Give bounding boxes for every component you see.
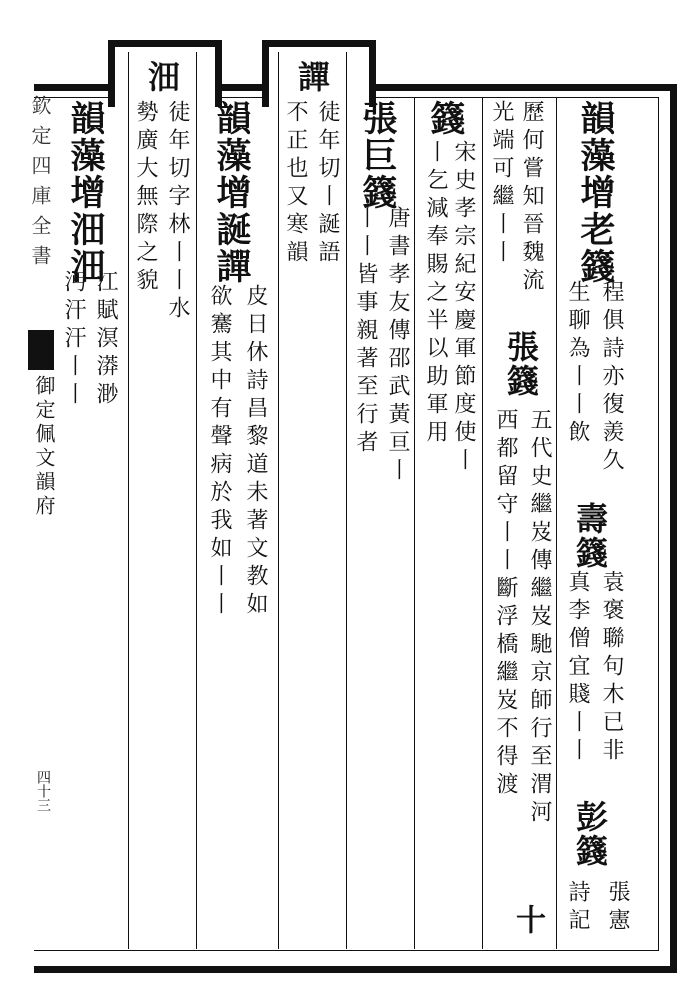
caption-char: 譂: [293, 60, 331, 94]
entry-text: 江賦溟漭渺: [93, 270, 118, 410]
entry-text: 丨乞減奉賜之半以助軍用: [423, 140, 448, 448]
column-rule: [556, 97, 557, 949]
entry-heading: 壽籛: [571, 502, 609, 570]
caption-line: [128, 52, 129, 97]
entry-heading: 彭籛: [571, 800, 609, 868]
caption-line: [346, 52, 347, 97]
column-rule: [482, 97, 483, 949]
entry-text: 徒年切丨誕語: [315, 100, 340, 268]
entry-text: 欲騫其中有聲病於我如丨丨: [207, 284, 232, 620]
entry-heading: 張巨籛: [357, 100, 398, 211]
entry-text: 唐書孝友傳邵武黃亘丨: [385, 206, 410, 486]
margin-book-title: 御定佩文韻府: [32, 375, 56, 519]
entry-text: 真李僧宜賤丨丨: [565, 570, 590, 766]
column-rule: [128, 97, 129, 949]
entry-text: 徒年切字林丨丨水: [165, 100, 190, 324]
chapter-mark: 十: [510, 904, 545, 936]
entry-text: 宋史孝宗紀安慶軍節度使丨: [451, 140, 476, 476]
entry-text: 五代史繼岌傳繼岌馳京師行至渭河: [527, 408, 552, 828]
entry-heading: 張籛: [502, 330, 540, 398]
caption-char: 沺: [143, 60, 181, 94]
caption-line: [196, 52, 197, 97]
entry-text: 不正也又寒韻: [283, 100, 308, 268]
entry-heading: 韻藻增老籛: [575, 100, 616, 285]
column-rule: [414, 97, 415, 949]
entry-text: 光端可繼丨丨: [489, 100, 514, 268]
margin-page-number: 四十三: [35, 770, 51, 812]
entry-text: 詩記: [565, 880, 590, 936]
column-rule: [196, 97, 197, 949]
margin-series-title: 欽定四庫全書: [28, 95, 52, 275]
entry-text: 歷何嘗知晉魏流: [519, 100, 544, 296]
entry-heading: 籛: [425, 100, 466, 137]
entry-text: 勢廣大無際之貌: [133, 100, 158, 296]
fishtail-mark: [28, 330, 54, 370]
entry-text: 張憲: [605, 880, 630, 936]
entry-text: 程俱詩亦復羨久: [599, 280, 624, 476]
entry-text: 西都留守丨丨斷浮橋繼岌不得渡: [493, 408, 518, 800]
entry-text: 生聊為丨丨飲: [565, 280, 590, 448]
entry-heading: 韻藻增誕譂: [211, 100, 252, 285]
entry-text: 袁褒聯句木已非: [599, 570, 624, 766]
entry-text: 丨丨皆事親著至行者: [353, 206, 378, 458]
entry-text: 沔汗汗丨丨: [61, 270, 86, 410]
entry-heading: 韻藻增沺沺: [65, 100, 106, 285]
column-rule: [346, 97, 347, 949]
caption-line: [278, 52, 279, 97]
entry-text: 皮日休詩昌黎道未著文教如: [243, 284, 268, 620]
column-rule: [278, 97, 279, 949]
